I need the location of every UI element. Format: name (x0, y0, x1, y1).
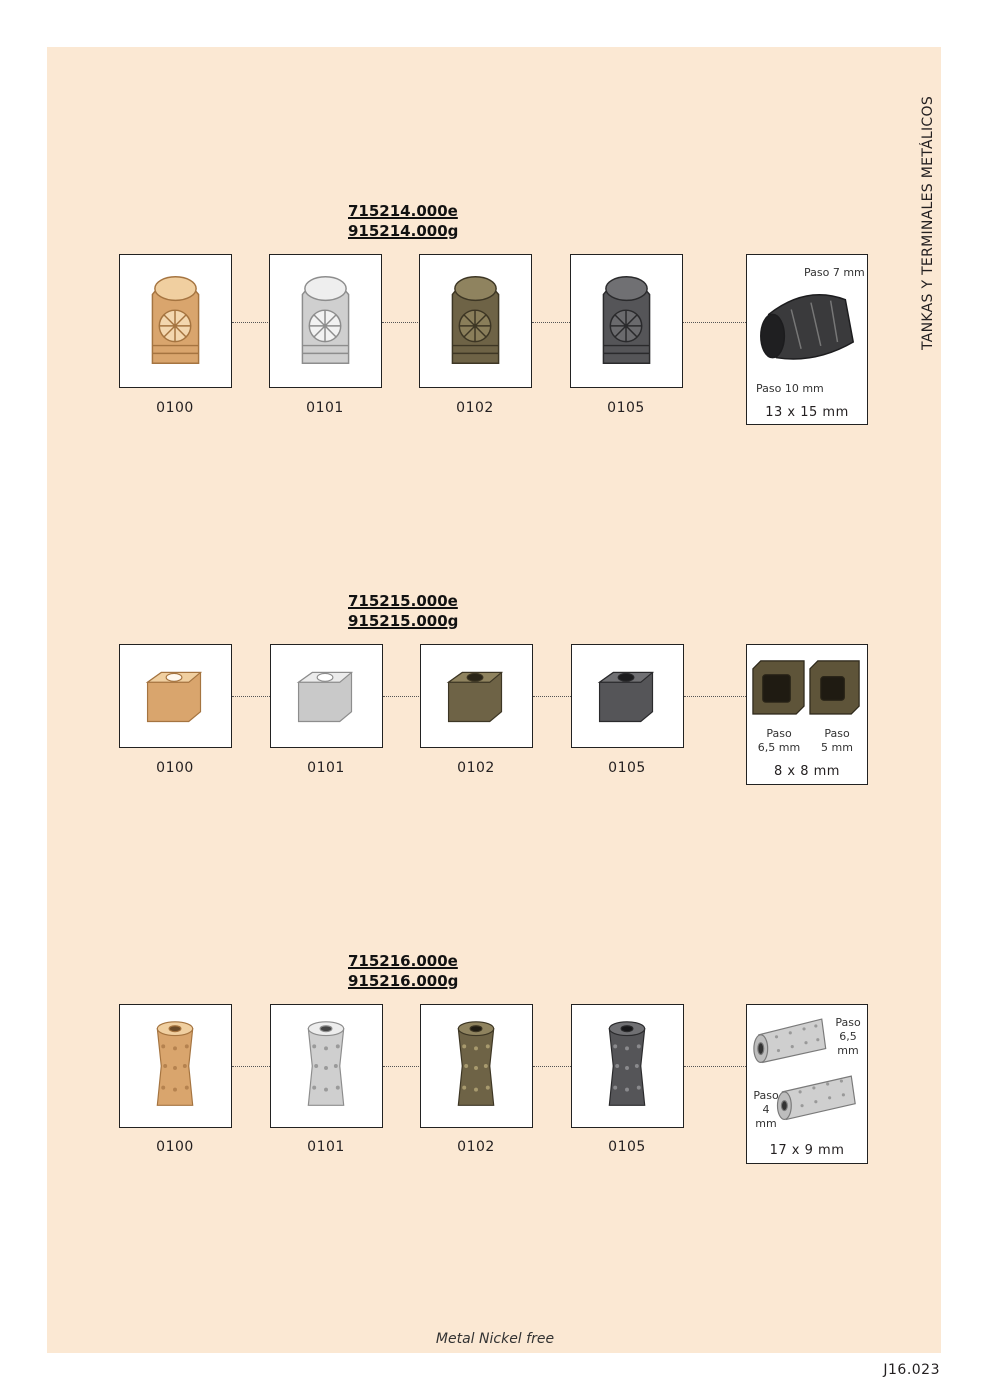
cube-end-gunmetal (600, 672, 653, 721)
detail-note: Paso 7 mm (804, 266, 865, 279)
cube-end-silver (299, 672, 352, 721)
finish-code: 0101 (307, 1139, 345, 1155)
tube-end-gold (157, 1022, 192, 1105)
code-primary: 715214.000e (348, 202, 458, 220)
finish-code: 0105 (607, 400, 645, 416)
detail-size: 13 x 15 mm (765, 405, 849, 420)
product-image-gunmetal[interactable] (571, 1004, 684, 1128)
detail-size: 17 x 9 mm (769, 1143, 845, 1158)
product-image-bronze[interactable] (419, 254, 532, 388)
finish-code: 0102 (457, 1139, 495, 1155)
detail-note: Paso 6,5 mm (757, 727, 801, 754)
product-image-bronze[interactable] (420, 1004, 533, 1128)
finish-code: 0100 (156, 400, 194, 416)
detail-note: Paso 10 mm (756, 382, 824, 395)
detail-box[interactable] (746, 1004, 868, 1164)
code-primary: 715215.000e (348, 592, 458, 610)
product-image-silver[interactable] (269, 254, 382, 388)
code-secondary: 915216.000g (348, 972, 459, 990)
code-primary: 715216.000e (348, 952, 458, 970)
finish-code: 0100 (156, 1139, 194, 1155)
side-title: TANKAS Y TERMINALES METÁLICOS (920, 95, 936, 350)
cage-end-gold (152, 277, 198, 363)
connector (232, 322, 270, 323)
tube-end-silver (308, 1022, 343, 1105)
connector (683, 322, 746, 323)
detail-note: Paso 5 mm (821, 727, 853, 754)
detail-box[interactable] (746, 644, 868, 785)
detail-note: Paso 4 mm (753, 1089, 779, 1130)
product-image-gunmetal[interactable] (571, 644, 684, 748)
cage-end-side-view (761, 295, 853, 359)
connector (232, 1066, 270, 1067)
product-image-gold[interactable] (119, 644, 232, 748)
tube-end-bronze (458, 1022, 493, 1105)
finish-code: 0105 (608, 760, 646, 776)
group-1-codes (348, 201, 458, 241)
product-image-gold[interactable] (119, 1004, 232, 1128)
connector (684, 696, 746, 697)
finish-code: 0101 (306, 400, 344, 416)
tube-end-gunmetal (609, 1022, 644, 1105)
connector (383, 1066, 421, 1067)
finish-code: 0105 (608, 1139, 646, 1155)
cube-end-bronze (449, 672, 502, 721)
connector (533, 1066, 571, 1067)
cage-end-silver (302, 277, 348, 363)
finish-code: 0101 (307, 760, 345, 776)
cube-end-side-views (753, 661, 859, 714)
connector (684, 1066, 746, 1067)
group-2-codes (348, 591, 458, 631)
finish-code: 0100 (156, 760, 194, 776)
product-image-gold[interactable] (119, 254, 232, 388)
product-image-bronze[interactable] (420, 644, 533, 748)
connector (232, 696, 270, 697)
page-number: J16.023 (883, 1362, 940, 1378)
cube-end-gold (148, 672, 201, 721)
cage-end-bronze (452, 277, 498, 363)
detail-size: 8 x 8 mm (774, 764, 840, 779)
product-image-silver[interactable] (270, 1004, 383, 1128)
footer-note: Metal Nickel free (435, 1331, 555, 1347)
product-image-gunmetal[interactable] (570, 254, 683, 388)
connector (533, 696, 571, 697)
connector (382, 322, 420, 323)
code-secondary: 915215.000g (348, 612, 459, 630)
detail-note: Paso 6,5 mm (835, 1016, 861, 1057)
connector (532, 322, 570, 323)
detail-box[interactable] (746, 254, 868, 425)
product-image-silver[interactable] (270, 644, 383, 748)
code-secondary: 915214.000g (348, 222, 459, 240)
group-3-codes (348, 951, 458, 991)
finish-code: 0102 (457, 760, 495, 776)
finish-code: 0102 (456, 400, 494, 416)
connector (383, 696, 421, 697)
cage-end-gunmetal (603, 277, 649, 363)
